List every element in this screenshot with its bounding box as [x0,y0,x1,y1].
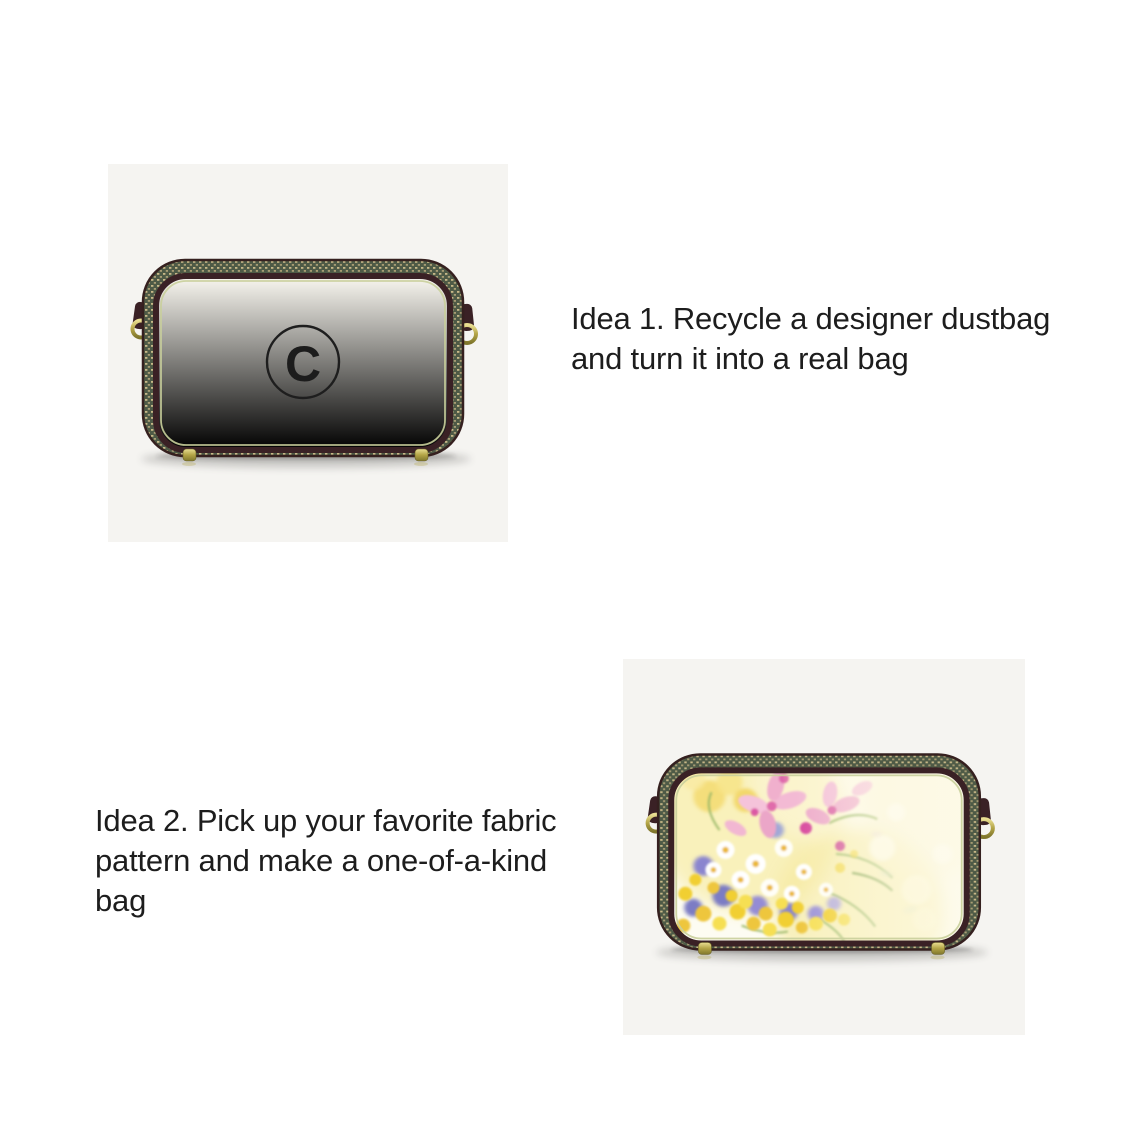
caption-idea1-line1: Idea 1. Recycle a designer dustbag [571,301,1051,336]
product-photo-dustbag-bag [108,164,508,542]
caption-idea2-line3: bag [95,883,147,918]
caption-idea1-line2: and turn it into a real bag [571,341,909,376]
logo-letter: C [284,336,322,392]
caption-idea2 [95,801,556,921]
product-photo-floral-bag [623,659,1025,1035]
caption-idea2-line2: pattern and make a one-of-a-kind [95,843,547,878]
floral-bag-illustration [623,659,1025,1035]
caption-idea2-line1: Idea 2. Pick up your favorite fabric [95,803,557,838]
dustbag-bag-illustration [108,164,508,542]
caption-idea1 [571,299,1050,379]
